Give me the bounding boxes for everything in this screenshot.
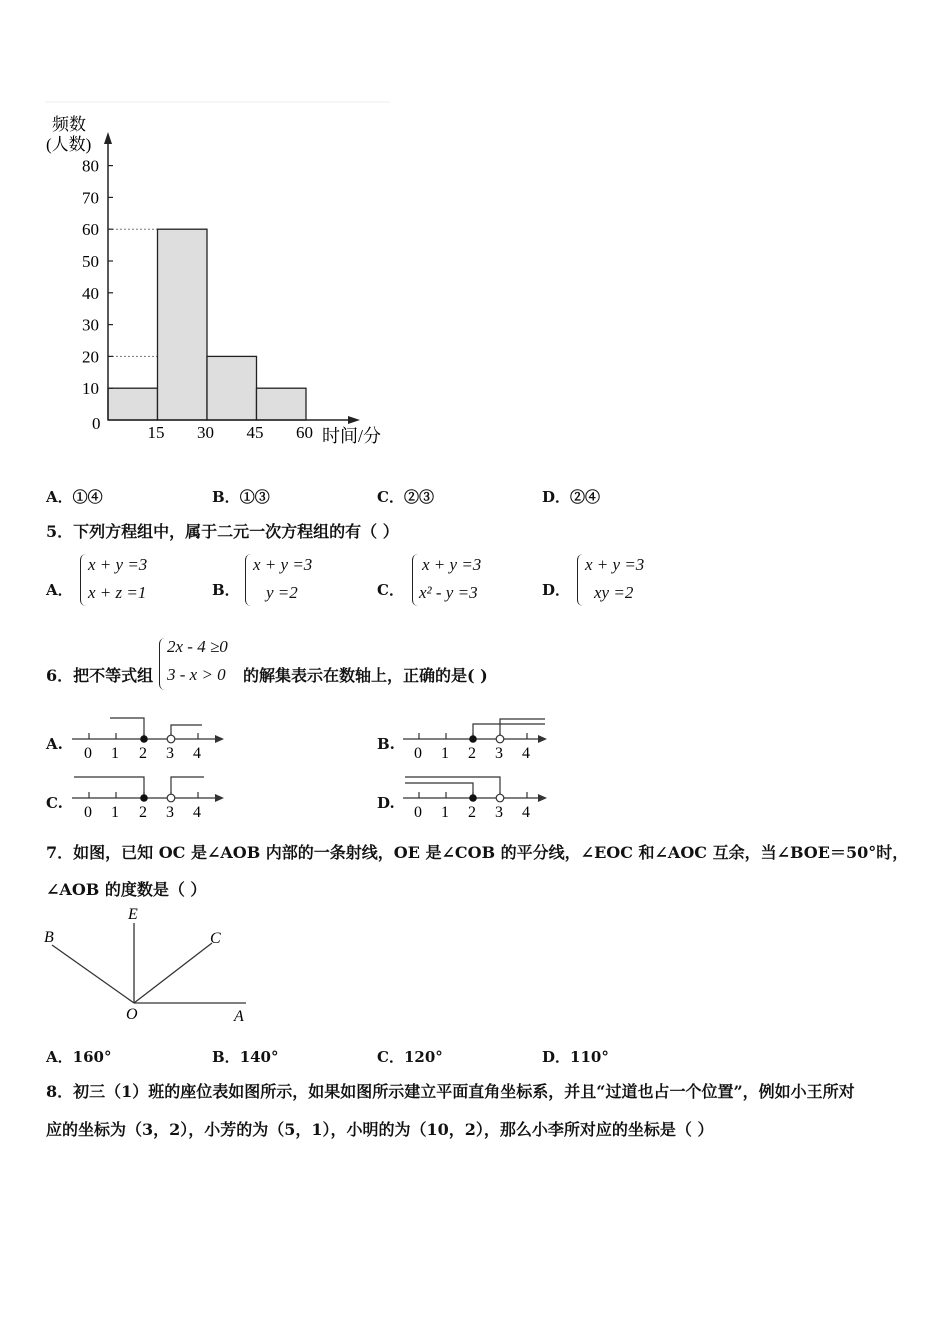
x-tick-label: 15 <box>147 423 165 442</box>
option-label: B． <box>212 581 240 599</box>
q5-option-a[interactable] <box>46 552 196 612</box>
option-label: C． <box>377 581 404 599</box>
option-text: ②④ <box>570 488 601 506</box>
number-line <box>72 771 232 826</box>
equation-1: x + y =3 <box>585 555 645 574</box>
option-label: D． <box>542 1048 571 1066</box>
equation-1: x + y =3 <box>422 555 482 574</box>
q5-stem: 5．下列方程组中，属于二元一次方程组的有（ ） <box>46 522 399 541</box>
y-tick-label: 20 <box>82 347 99 367</box>
q8-stem-line2: 应的坐标为（3，2），小芳的为（5，1），小明的为（10，2），那么小李所对应的坐标是（ ） <box>46 1120 714 1139</box>
tick-label: 4 <box>522 745 530 762</box>
q8-stem-line1: 8．初三（1）班的座位表如图所示，如果如图所示建立平面直角坐标系，并且“过道也占一个位置”，例如小王所对 <box>46 1082 855 1101</box>
equation-2: y =2 <box>266 583 298 602</box>
y-tick-label: 80 <box>82 156 99 176</box>
option-text: ②③ <box>403 488 434 506</box>
option-text: 110° <box>570 1048 609 1066</box>
tick-label: 0 <box>84 804 92 821</box>
tick-label: 1 <box>111 745 119 762</box>
q4-option-a[interactable] <box>46 486 103 507</box>
x-axis-arrow <box>348 416 360 424</box>
number-line <box>403 712 563 767</box>
system-brace <box>577 554 584 606</box>
q6-suffix: 的解集表示在数轴上，正确的是( ) <box>243 666 488 685</box>
option-label: C． <box>377 1048 404 1066</box>
x-axis-label: 时间/分 <box>322 426 382 446</box>
option-text: ①④ <box>72 488 103 506</box>
number-line <box>72 712 232 767</box>
x-tick-label: 45 <box>246 423 264 442</box>
x-tick-label: 30 <box>197 423 214 442</box>
y-tick-label: 40 <box>82 283 99 303</box>
q6-option-b[interactable] <box>377 712 567 767</box>
tick-label: 1 <box>111 804 119 821</box>
option-label: A. <box>46 735 63 753</box>
tick-label: 3 <box>495 804 503 821</box>
histogram-bar <box>207 356 257 420</box>
y-tick-label: 70 <box>82 188 99 208</box>
number-line <box>403 771 563 826</box>
equation-2: x² - y =3 <box>419 583 478 602</box>
tick-label: 0 <box>84 745 92 762</box>
option-text: 140° <box>239 1048 279 1066</box>
tick-label: 4 <box>193 745 201 762</box>
q6-system-brace <box>159 638 166 690</box>
tick-label: 4 <box>522 804 530 821</box>
option-label: D. <box>377 794 395 812</box>
q6-option-a[interactable] <box>46 712 236 767</box>
q6-equation-2: 3 - x > 0 <box>167 665 226 684</box>
option-label: C. <box>46 794 63 812</box>
q4-option-b[interactable] <box>212 486 270 507</box>
histogram-chart <box>40 100 400 450</box>
point-label-a: A <box>234 1008 244 1025</box>
option-label: B． <box>212 488 240 506</box>
option-label: B. <box>377 735 395 753</box>
y-axis-label-line1: 频数 <box>52 115 86 134</box>
tick-label: 1 <box>441 804 449 821</box>
equation-2: x + z =1 <box>88 583 147 602</box>
q7-stem-line2: ∠AOB 的度数是（ ） <box>46 880 207 899</box>
tick-label: 0 <box>414 804 422 821</box>
histogram-bar <box>108 388 158 420</box>
option-label: A． <box>46 488 73 506</box>
x-tick-label: 60 <box>296 423 313 442</box>
tick-label: 0 <box>414 745 422 762</box>
tick-label: 2 <box>139 745 147 762</box>
histogram-bar <box>158 229 208 420</box>
system-brace <box>80 554 87 606</box>
system-brace <box>412 554 419 606</box>
option-label: C． <box>377 488 404 506</box>
equation-1: x + y =3 <box>88 555 148 574</box>
tick-label: 3 <box>166 804 174 821</box>
y-tick-label: 60 <box>82 220 99 240</box>
q6-equation-1: 2x - 4 ≥0 <box>167 637 228 656</box>
tick-label: 3 <box>495 745 503 762</box>
option-text: ①③ <box>239 488 270 506</box>
ray-ob <box>52 945 134 1003</box>
y-tick-label: 30 <box>82 315 99 335</box>
option-text: 120° <box>403 1048 443 1066</box>
option-label: D． <box>542 581 571 599</box>
q7-option-a[interactable] <box>46 1046 111 1067</box>
y-axis-label-line2: (人数) <box>46 135 92 154</box>
q4-option-d[interactable] <box>542 486 600 507</box>
tick-label: 1 <box>441 745 449 762</box>
y-axis-arrow <box>104 132 112 144</box>
tick-label: 2 <box>468 745 476 762</box>
y-tick-label: 10 <box>82 379 99 399</box>
histogram-bar <box>257 388 307 420</box>
point-label-c: C <box>210 930 221 947</box>
y-tick-label: 50 <box>82 252 99 271</box>
system-brace <box>245 554 252 606</box>
q7-stem-line1: 7．如图，已知 OC 是∠AOB 内部的一条射线，OE 是∠COB 的平分线，∠EOC 和∠AOC 互余，当∠BOE＝50°时， <box>46 843 909 862</box>
tick-label: 2 <box>139 804 147 821</box>
q6-option-c[interactable] <box>46 771 236 826</box>
option-label: A． <box>46 1048 73 1066</box>
point-label-b: B <box>44 929 54 946</box>
q6-option-d[interactable] <box>377 771 567 826</box>
option-label: D． <box>542 488 571 506</box>
q7-option-c[interactable] <box>377 1046 443 1067</box>
q6-prefix: 6．把不等式组 <box>46 666 154 685</box>
angle-figure <box>40 905 260 1025</box>
equation-1: x + y =3 <box>253 555 313 574</box>
tick-label: 4 <box>193 804 201 821</box>
option-label: B． <box>212 1048 240 1066</box>
q7-option-b[interactable] <box>212 1046 279 1067</box>
tick-label: 3 <box>166 745 174 762</box>
equation-2: xy =2 <box>594 583 634 602</box>
point-label-e: E <box>128 906 138 923</box>
q5-option-b[interactable] <box>212 552 362 612</box>
option-text: 160° <box>72 1048 112 1066</box>
q5-option-d[interactable] <box>542 552 692 612</box>
ray-oc <box>134 943 212 1003</box>
q4-option-c[interactable] <box>377 486 434 507</box>
option-label: A． <box>46 581 73 599</box>
origin-label: 0 <box>92 414 101 433</box>
q7-option-d[interactable] <box>542 1046 609 1067</box>
q5-option-c[interactable] <box>377 552 527 612</box>
tick-label: 2 <box>468 804 476 821</box>
point-label-o: O <box>126 1006 138 1023</box>
